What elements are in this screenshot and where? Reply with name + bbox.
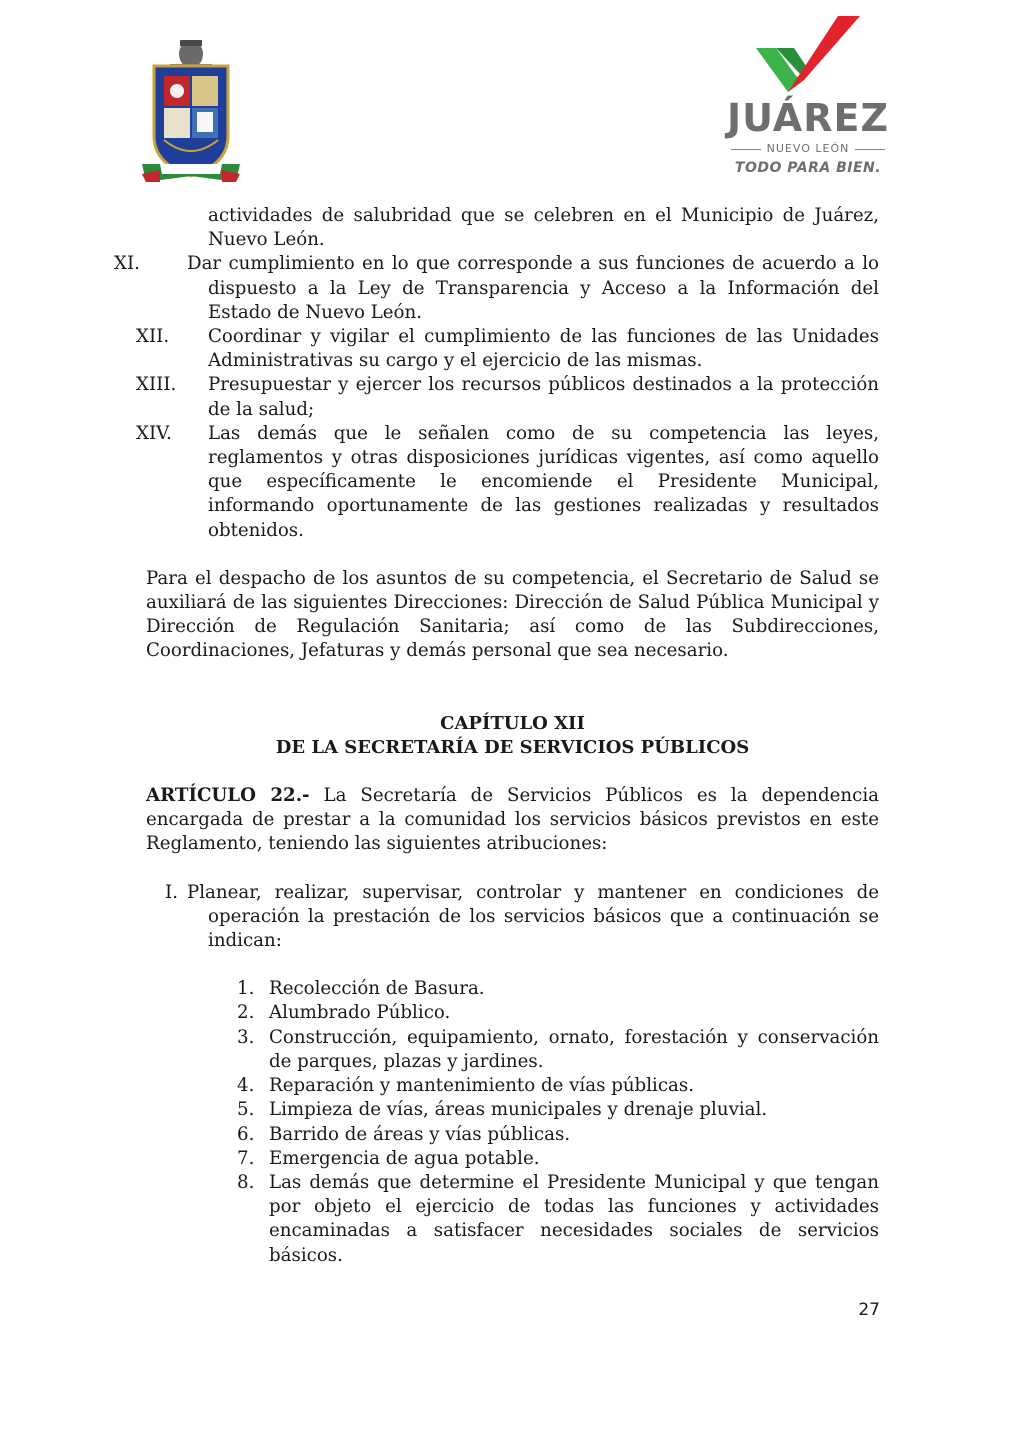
list-item <box>237 977 879 1001</box>
list-item <box>237 1098 879 1122</box>
coat-of-arms-icon <box>140 36 242 186</box>
item-number: 3. <box>237 1026 255 1048</box>
list-item-xi <box>114 252 879 325</box>
item-number: 5. <box>237 1099 255 1121</box>
item-text: Alumbrado Público. <box>269 1002 451 1024</box>
list-item-xiv <box>136 422 879 543</box>
item-text: actividades de salubridad que se celebren en el Municipio de Juárez, Nuevo León. <box>208 205 879 251</box>
article-paragraph <box>146 784 879 857</box>
list-item <box>237 1026 879 1074</box>
article-label: ARTÍCULO 22.- <box>146 785 310 807</box>
item-text: Construcción, equipamiento, ornato, forestación y conservación de parques, plazas y jardines. <box>269 1026 879 1072</box>
chapter-heading <box>146 712 879 760</box>
item-number: XIII. <box>136 374 177 396</box>
logo-subtitle <box>718 142 898 155</box>
item-text: Las demás que determine el Presidente Municipal y que tengan por objeto el ejercicio de todas las funciones y actividades encaminadas a satisfacer necesidades sociales de servicios básicos. <box>269 1171 879 1266</box>
item-number: XI. <box>114 253 140 275</box>
item-text: Dar cumplimiento en lo que corresponde a sus funciones de acuerdo a lo dispuesto a la Ley de Transparencia y Acceso a la Información del Estado de Nuevo León. <box>187 253 879 323</box>
list-item-xii <box>136 325 879 373</box>
item-text: Reparación y mantenimiento de vías públicas. <box>269 1075 694 1097</box>
logo-title: JUÁREZ <box>726 96 889 140</box>
chapter-number: CAPÍTULO XII <box>440 712 585 734</box>
document-body <box>114 204 879 1268</box>
item-number: 2. <box>237 1002 255 1024</box>
list-item <box>237 1147 879 1171</box>
item-text: Barrido de áreas y vías públicas. <box>269 1123 571 1145</box>
juarez-logo <box>718 14 898 176</box>
logo-subtitle-text: NUEVO LEÓN <box>766 142 850 155</box>
checkmark-logo-icon <box>718 14 898 96</box>
services-list <box>146 977 879 1267</box>
list-item-continuation <box>146 204 879 252</box>
item-number: 6. <box>237 1123 255 1145</box>
list-item-xiii <box>136 373 879 421</box>
item-number: 1. <box>237 978 255 1000</box>
item-number: 7. <box>237 1147 255 1169</box>
item-number: 4. <box>237 1075 255 1097</box>
page-number: 27 <box>858 1300 880 1320</box>
item-text: Limpieza de vías, áreas municipales y drenaje pluvial. <box>269 1099 768 1121</box>
item-text: Emergencia de agua potable. <box>269 1147 540 1169</box>
item-text: Presupuestar y ejercer los recursos públicos destinados a la protección de la salud; <box>208 374 879 420</box>
item-number: I. <box>165 881 178 903</box>
item-text: Planear, realizar, supervisar, controlar y mantener en condiciones de operación la prestación de los servicios básicos que a continuación se indican: <box>187 881 879 952</box>
item-number: 8. <box>237 1171 255 1193</box>
item-text: Las demás que le señalen como de su competencia las leyes, reglamentos y otras disposiciones jurídicas vigentes, así como aquello que específicamente le encomiende el Presidente Municipal, informando oportunamente de las gestiones realizadas y resultados obtenidos. <box>208 422 879 541</box>
item-text: Coordinar y vigilar el cumplimiento de las funciones de las Unidades Administrativas su cargo y el ejercicio de las mismas. <box>208 326 879 372</box>
item-number: XII. <box>136 326 170 348</box>
logo-slogan: TODO PARA BIEN. <box>734 160 882 176</box>
article-text: La Secretaría de Servicios Públicos es la dependencia encargada de prestar a la comunidad los servicios básicos previstos en este Reglamento, teniendo las siguientes atribuciones: <box>146 785 879 855</box>
paragraph: Para el despacho de los asuntos de su competencia, el Secretario de Salud se auxiliará de las siguientes Direcciones: Dirección de Salud Pública Municipal y Dirección de Regulación Sanitaria; así como de las Subdirecciones, Coordinaciones, Jefaturas y demás personal que sea necesario. <box>146 567 879 662</box>
chapter-title: DE LA SECRETARÍA DE SERVICIOS PÚBLICOS <box>275 736 750 758</box>
list-item <box>237 1074 879 1098</box>
list-item <box>237 1001 879 1025</box>
list-item <box>237 1123 879 1147</box>
item-number: XIV. <box>136 422 172 444</box>
item-text: Recolección de Basura. <box>269 978 485 1000</box>
list-item-i <box>146 881 879 954</box>
list-item <box>237 1171 879 1268</box>
